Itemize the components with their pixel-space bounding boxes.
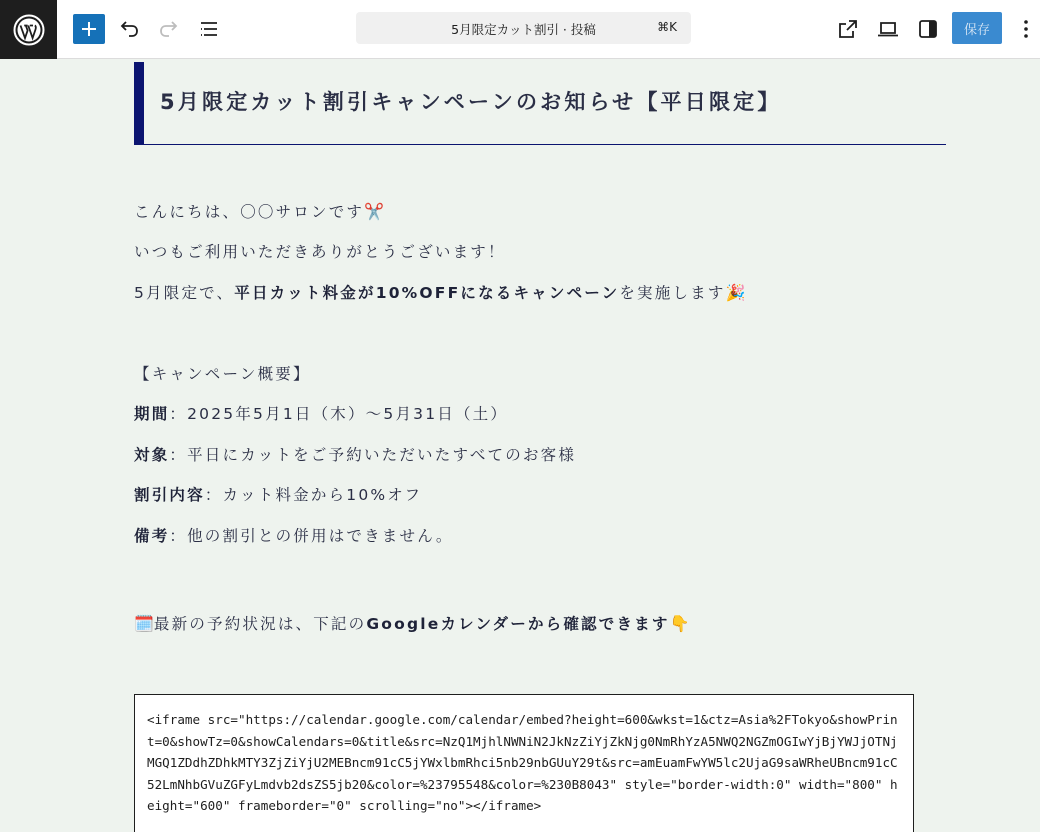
document-overview-button[interactable] (193, 14, 225, 44)
html-embed-block[interactable]: <iframe src="https://calendar.google.com/calendar/embed?height=600&wkst=1&ctz=Asia%2FTokyo&showPrint=0&showTz=0&showCalendars=0&title&src=NzQ1MjhlNWNiN2JkNzZiYjZkNjg0NmRhYzA5NWQ2NGZmOGIwYjBjYWJjOTNjMGQ1ZDdhZDhkMTY3ZjZiYjU2MEBncm91cC5jYWxlbmRhci5nb29nbGUuY29t&src=amEuamFwYW5lc2UjaG9saWRheUBncm91cC52LmNhbGVuZGFyLmdvb2dsZS5jb20&color=%23795548&color=%230B8043" style="border-width:0" width="800" height="600" frameborder="0" scrolling="no"></iframe> (134, 694, 914, 832)
announce-suffix: を実施します (619, 284, 726, 302)
detail-notes[interactable] (134, 526, 454, 546)
post-title[interactable]: 5月限定カット割引キャンペーンのお知らせ【平日限定】 (160, 90, 782, 114)
kebab-menu-icon (1023, 19, 1029, 39)
laptop-icon (877, 18, 899, 40)
wordpress-logo-button[interactable] (0, 0, 57, 59)
detail-period[interactable] (134, 404, 508, 424)
wordpress-icon (13, 14, 45, 46)
scissors-icon: ✂️ (364, 202, 385, 221)
paragraph-thanks[interactable]: いつもご利用いただきありがとうございます！ (134, 243, 506, 261)
paragraph-overview-heading[interactable]: 【キャンペーン概要】 (134, 365, 311, 383)
detail-label: 備考 (134, 527, 170, 545)
command-palette-bar[interactable] (356, 12, 691, 44)
view-post-button[interactable] (832, 14, 864, 44)
settings-sidebar-button[interactable] (912, 14, 944, 44)
redo-icon (158, 18, 180, 40)
add-block-button[interactable] (73, 14, 105, 44)
detail-value: ：他の割引との併用はできません。 (169, 527, 454, 545)
announce-bold: 平日カット料金が10%OFFになるキャンペーン (234, 284, 620, 302)
post-title-block[interactable] (134, 62, 946, 145)
command-shortcut: ⌘K (657, 20, 677, 34)
plus-icon (80, 20, 98, 38)
document-title: 5月限定カット割引 · 投稿 (451, 22, 596, 37)
detail-label: 割引内容 (134, 486, 205, 504)
undo-button[interactable] (113, 14, 145, 44)
point-down-icon: 👇 (669, 614, 690, 633)
device-preview-button[interactable] (872, 14, 904, 44)
undo-icon (118, 18, 140, 40)
detail-discount[interactable] (134, 485, 422, 505)
detail-value: ：2025年5月1日（木）〜5月31日（土） (169, 405, 509, 423)
greeting-text: こんにちは、〇〇サロンです (134, 203, 365, 221)
sidebar-icon (917, 18, 939, 40)
paragraph-announcement[interactable] (134, 283, 745, 303)
detail-label: 対象 (134, 446, 170, 464)
paragraph-calendar-note[interactable] (134, 614, 689, 634)
external-link-icon (837, 18, 859, 40)
redo-button[interactable] (153, 14, 185, 44)
detail-value: ：平日にカットをご予約いただいたすべてのお客様 (169, 446, 577, 464)
detail-target[interactable] (134, 445, 576, 465)
detail-label: 期間 (134, 405, 170, 423)
more-options-button[interactable] (1010, 14, 1040, 44)
editor-toolbar (0, 0, 1040, 59)
calendar-prefix: 最新の予約状況は、下記の (153, 615, 367, 633)
calendar-icon: 🗓️ (134, 614, 154, 633)
party-popper-icon: 🎉 (725, 283, 746, 302)
paragraph-greeting[interactable] (134, 202, 384, 222)
announce-prefix: 5月限定で、 (134, 284, 235, 302)
calendar-bold: Googleカレンダーから確認できます (366, 615, 670, 633)
detail-value: ：カット料金から10%オフ (204, 486, 423, 504)
list-view-icon (198, 18, 220, 40)
save-button[interactable]: 保存 (952, 12, 1002, 44)
